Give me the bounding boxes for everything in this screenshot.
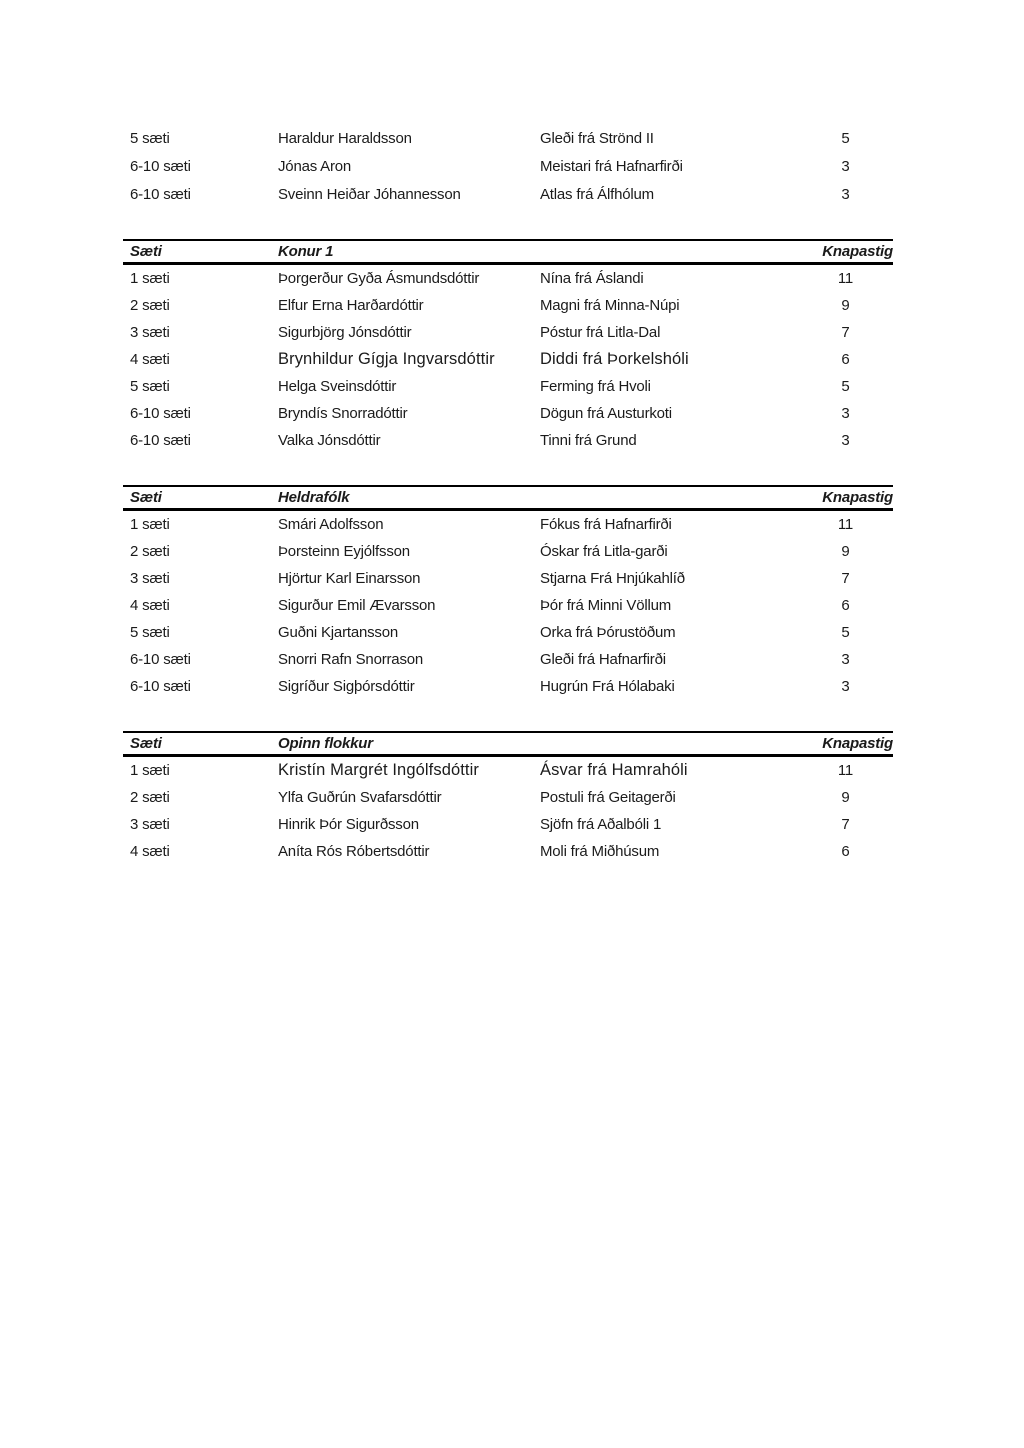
leading-results-table xyxy=(123,124,893,208)
table-row xyxy=(123,592,893,619)
rider-cell: Snorri Rafn Snorrason xyxy=(278,651,424,668)
seat-column-header: Sæti xyxy=(130,489,162,506)
section-opinn-flokkur xyxy=(123,731,893,865)
rider-cell: Elfur Erna Harðardóttir xyxy=(278,297,424,314)
points-column-header: Knapastig xyxy=(822,735,893,752)
section-konur-1 xyxy=(123,239,893,454)
table-row xyxy=(123,784,893,811)
points-cell: 7 xyxy=(841,816,850,833)
points-cell: 5 xyxy=(841,378,850,395)
table-row xyxy=(123,619,893,646)
points-cell: 5 xyxy=(841,624,850,641)
horse-cell: Meistari frá Hafnarfirði xyxy=(540,157,683,175)
category-title: Opinn flokkur xyxy=(278,735,373,752)
seat-cell: 6-10 sæti xyxy=(130,185,191,203)
seat-cell: 5 sæti xyxy=(130,378,170,395)
table-row xyxy=(123,346,893,373)
horse-cell: Þór frá Minni Völlum xyxy=(540,597,672,614)
rider-cell: Brynhildur Gígja Ingvarsdóttir xyxy=(278,350,495,368)
seat-cell: 5 sæti xyxy=(130,624,170,641)
horse-cell: Diddi frá Þorkelshóli xyxy=(540,350,689,368)
seat-cell: 6-10 sæti xyxy=(130,678,191,695)
horse-cell: Dögun frá Austurkoti xyxy=(540,405,672,422)
rider-cell: Ylfa Guðrún Svafarsdóttir xyxy=(278,789,442,806)
rider-cell: Helga Sveinsdóttir xyxy=(278,378,397,395)
seat-column-header: Sæti xyxy=(130,735,162,752)
table-row xyxy=(123,373,893,400)
points-cell: 5 xyxy=(841,129,850,147)
points-cell: 11 xyxy=(837,516,854,533)
table-row xyxy=(123,757,893,784)
points-cell: 9 xyxy=(841,297,850,314)
section-heldrafolk xyxy=(123,485,893,700)
rider-cell: Þorgerður Gyða Ásmundsdóttir xyxy=(278,270,480,287)
seat-column-header: Sæti xyxy=(130,243,162,260)
table-row xyxy=(123,427,893,454)
points-cell: 9 xyxy=(841,789,850,806)
rider-cell: Sveinn Heiðar Jóhannesson xyxy=(278,185,461,203)
horse-cell: Óskar frá Litla-garði xyxy=(540,543,668,560)
rider-cell: Sigurður Emil Ævarsson xyxy=(278,597,436,614)
points-cell: 7 xyxy=(841,324,850,341)
horse-cell: Póstur frá Litla-Dal xyxy=(540,324,661,341)
horse-cell: Postuli frá Geitagerði xyxy=(540,789,676,806)
section-header-row xyxy=(123,485,893,511)
seat-cell: 3 sæti xyxy=(130,816,170,833)
seat-cell: 6-10 sæti xyxy=(130,432,191,449)
rider-cell: Sigríður Sigþórsdóttir xyxy=(278,678,415,695)
seat-cell: 4 sæti xyxy=(130,351,170,368)
seat-cell: 1 sæti xyxy=(130,516,170,533)
horse-cell: Magni frá Minna-Núpi xyxy=(540,297,680,314)
horse-cell: Fókus frá Hafnarfirði xyxy=(540,516,672,533)
table-row xyxy=(123,646,893,673)
horse-cell: Orka frá Þórustöðum xyxy=(540,624,676,641)
points-column-header: Knapastig xyxy=(822,489,893,506)
seat-cell: 2 sæti xyxy=(130,789,170,806)
rider-cell: Aníta Rós Róbertsdóttir xyxy=(278,843,430,860)
table-row xyxy=(123,811,893,838)
seat-cell: 4 sæti xyxy=(130,597,170,614)
points-cell: 3 xyxy=(841,185,850,203)
horse-cell: Stjarna Frá Hnjúkahlíð xyxy=(540,570,685,587)
table-row xyxy=(123,180,893,208)
points-cell: 11 xyxy=(837,270,854,287)
points-cell: 11 xyxy=(837,762,854,779)
rider-cell: Jónas Aron xyxy=(278,157,352,175)
points-column-header: Knapastig xyxy=(822,243,893,260)
table-row xyxy=(123,511,893,538)
points-cell: 3 xyxy=(841,651,850,668)
table-row xyxy=(123,319,893,346)
table-row xyxy=(123,124,893,152)
table-row xyxy=(123,400,893,427)
seat-cell: 6-10 sæti xyxy=(130,405,191,422)
seat-cell: 6-10 sæti xyxy=(130,157,191,175)
horse-cell: Gleði frá Hafnarfirði xyxy=(540,651,666,668)
points-cell: 6 xyxy=(841,843,850,860)
rider-cell: Kristín Margrét Ingólfsdóttir xyxy=(278,761,479,779)
horse-cell: Sjöfn frá Aðalbóli 1 xyxy=(540,816,662,833)
seat-cell: 1 sæti xyxy=(130,762,170,779)
horse-cell: Gleði frá Strönd II xyxy=(540,129,654,147)
seat-cell: 6-10 sæti xyxy=(130,651,191,668)
horse-cell: Ásvar frá Hamrahóli xyxy=(540,761,688,779)
seat-cell: 3 sæti xyxy=(130,324,170,341)
category-title: Konur 1 xyxy=(278,243,334,260)
table-row xyxy=(123,565,893,592)
seat-cell: 2 sæti xyxy=(130,543,170,560)
points-cell: 6 xyxy=(841,351,850,368)
table-row xyxy=(123,838,893,865)
points-cell: 6 xyxy=(841,597,850,614)
horse-cell: Tinni frá Grund xyxy=(540,432,637,449)
rider-cell: Sigurbjörg Jónsdóttir xyxy=(278,324,412,341)
horse-cell: Atlas frá Álfhólum xyxy=(540,185,654,203)
section-header-row xyxy=(123,731,893,757)
points-cell: 3 xyxy=(841,157,850,175)
rider-cell: Valka Jónsdóttir xyxy=(278,432,381,449)
seat-cell: 1 sæti xyxy=(130,270,170,287)
points-cell: 3 xyxy=(841,405,850,422)
results-content xyxy=(123,124,893,865)
points-cell: 9 xyxy=(841,543,850,560)
table-row xyxy=(123,152,893,180)
rider-cell: Guðni Kjartansson xyxy=(278,624,399,641)
table-row xyxy=(123,538,893,565)
category-title: Heldrafólk xyxy=(278,489,350,506)
points-cell: 7 xyxy=(841,570,850,587)
section-header-row xyxy=(123,239,893,265)
seat-cell: 5 sæti xyxy=(130,129,170,147)
rider-cell: Smári Adolfsson xyxy=(278,516,384,533)
horse-cell: Ferming frá Hvoli xyxy=(540,378,651,395)
horse-cell: Nína frá Áslandi xyxy=(540,270,644,287)
seat-cell: 3 sæti xyxy=(130,570,170,587)
horse-cell: Moli frá Miðhúsum xyxy=(540,843,660,860)
rider-cell: Þorsteinn Eyjólfsson xyxy=(278,543,410,560)
rider-cell: Haraldur Haraldsson xyxy=(278,129,412,147)
seat-cell: 4 sæti xyxy=(130,843,170,860)
points-cell: 3 xyxy=(841,432,850,449)
rider-cell: Bryndís Snorradóttir xyxy=(278,405,408,422)
points-cell: 3 xyxy=(841,678,850,695)
table-row xyxy=(123,265,893,292)
rider-cell: Hjörtur Karl Einarsson xyxy=(278,570,421,587)
rider-cell: Hinrik Þór Sigurðsson xyxy=(278,816,419,833)
table-row xyxy=(123,292,893,319)
seat-cell: 2 sæti xyxy=(130,297,170,314)
horse-cell: Hugrún Frá Hólabaki xyxy=(540,678,675,695)
table-row xyxy=(123,673,893,700)
